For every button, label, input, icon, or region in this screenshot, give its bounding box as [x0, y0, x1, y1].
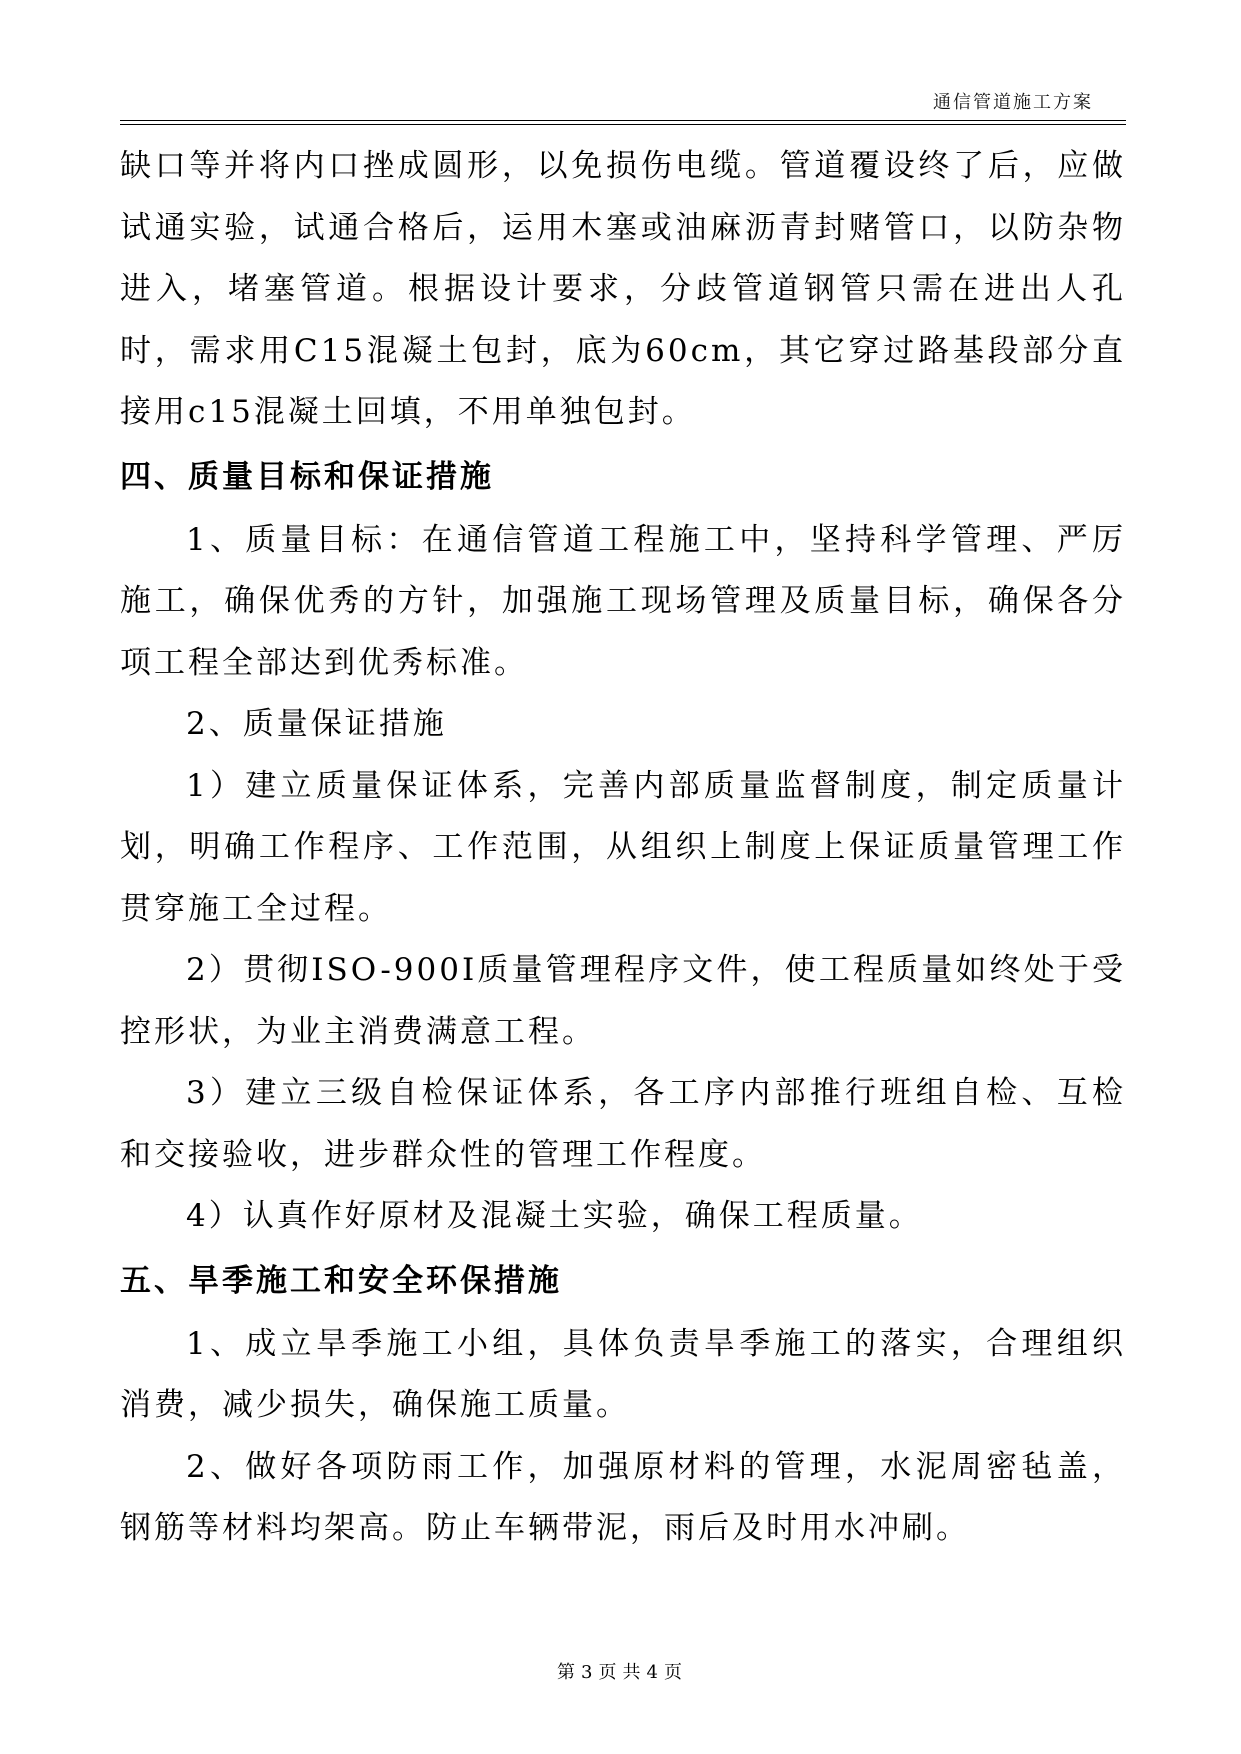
paragraph-quality-goal: 1、质量目标：在通信管道工程施工中，坚持科学管理、严厉施工，确保优秀的方针，加强施工现场管理及质量目标，确保各分项工程全部达到优秀标准。 — [120, 521, 1126, 681]
paragraph-measure-4: 4）认真作好原材及混凝土实验，确保工程质量。 — [186, 1198, 923, 1234]
header-rule — [120, 120, 1126, 121]
header-rule-thin — [120, 124, 1126, 125]
paragraph-measure-3: 3）建立三级自检保证体系，各工序内部推行班组自检、互检和交接验收，进步群众性的管理工作程度。 — [120, 1075, 1126, 1173]
footer-page-label: 页 — [598, 1662, 619, 1683]
footer-total-label: 页 — [663, 1662, 684, 1683]
running-header: 通信管道施工方案 — [933, 92, 1093, 113]
paragraph-measure-1: 1）建立质量保证体系，完善内部质量监督制度，制定质量计划，明确工作程序、工作范围，从组织上制度上保证质量管理工作贯穿施工全过程。 — [120, 767, 1126, 927]
paragraph-dry-season-2: 2、做好各项防雨工作，加强原材料的管理，水泥周密毡盖，钢筋等材料均架高。防止车辆带泥，雨后及时用水冲刷。 — [120, 1448, 1126, 1546]
footer-page-number: 3 — [581, 1662, 595, 1683]
page-footer — [0, 1658, 1241, 1684]
footer-page-prefix: 第 — [557, 1662, 578, 1683]
paragraph-quality-measures: 2、质量保证措施 — [186, 706, 447, 742]
footer-total-prefix: 共 — [622, 1662, 643, 1683]
section-heading-quality: 四、质量目标和保证措施 — [120, 458, 494, 495]
paragraph-measure-2: 2）贯彻ISO-900I质量管理程序文件，使工程质量如终处于受控形状，为业主消费满意工程。 — [120, 952, 1126, 1050]
paragraph-dry-season-1: 1、成立旱季施工小组，具体负责旱季施工的落实，合理组织消费，减少损失，确保施工质量。 — [120, 1325, 1126, 1423]
body-text — [120, 136, 1126, 1560]
paragraph-intro: 缺口等并将内口挫成圆形，以免损伤电缆。管道覆设终了后，应做试通实验，试通合格后，运用木塞或油麻沥青封赌管口，以防杂物进入，堵塞管道。根据设计要求，分歧管道钢管只需在进出人孔时，需求用C15混凝土包封，底为60cm，其它穿过路基段部分直接用c15混凝土回填，不用单独包封。 — [120, 148, 1126, 430]
section-heading-dry-season: 五、旱季施工和安全环保措施 — [120, 1262, 562, 1299]
footer-total-pages: 4 — [646, 1662, 660, 1683]
